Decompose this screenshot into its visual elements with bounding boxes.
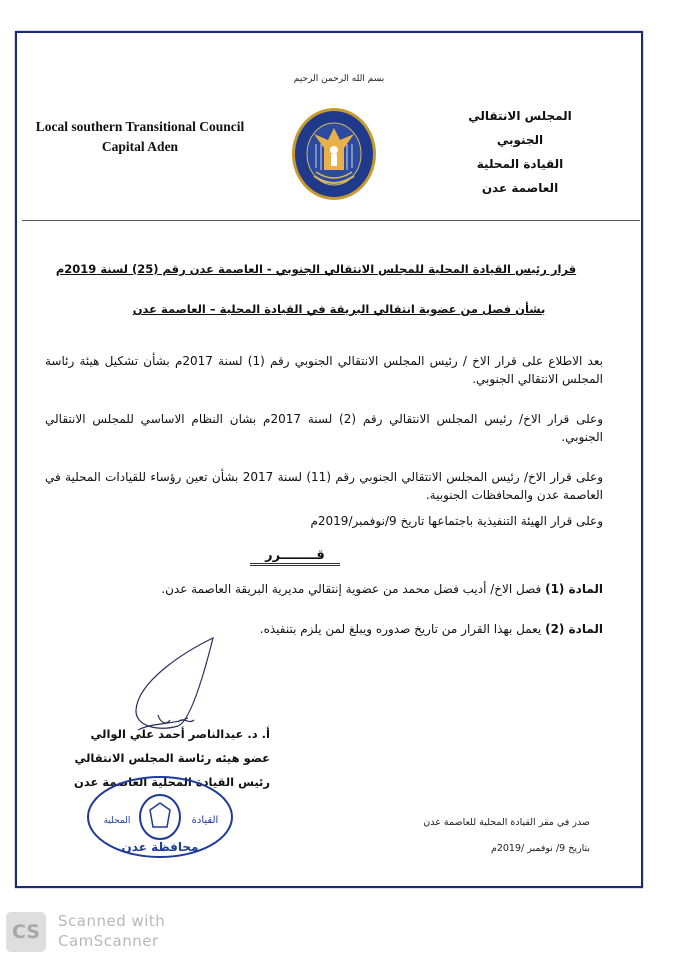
watermark-line-1: Scanned with (58, 912, 166, 930)
header-arabic-line-2: القيادة المحلية (476, 157, 564, 171)
stamp-bottom-text: محافظة عدن (121, 840, 199, 854)
header-english-line-2: Capital Aden (101, 139, 179, 154)
official-stamp-icon (85, 775, 235, 860)
signatory-role-1: عضو هيئه رئاسة المجلس الانتقالي (74, 751, 270, 765)
article-1 (60, 582, 603, 596)
decision-subject: بشأن فصل من عضوية انتقالي البريقة في القيادة المحلية – العاصمة عدن (132, 302, 546, 316)
watermark-line-2: CamScanner (58, 932, 159, 950)
signatory-role-2: رئيس القيادة المحلية العاصمة عدن (74, 775, 270, 789)
preamble-paragraph-1: بعد الاطلاع على قرار الاخ / رئيس المجلس الانتقالي الجنوبي رقم (1) لسنة 2017م بشأن تشكيل هيئة رئاسة المجلس الانتقالي الجنوبي. (45, 354, 603, 386)
preamble-paragraph-3: وعلى قرار الاخ/ رئيس المجلس الانتقالي الجنوبي رقم (11) لسنة 2017 بشأن تعين رؤساء للقيادات المحلية في العاصمة عدن والمحافظات الجنوبية. (45, 470, 603, 502)
header-arabic-line-1: المجلس الانتقالي الجنوبي (468, 109, 572, 147)
decision-heading: قــــــــرر (250, 548, 340, 566)
basmala: بسم الله الرحمن الرحيم (293, 74, 385, 84)
article-1-label: المادة (1) (545, 582, 603, 596)
header-arabic-line-3: العاصمة عدن (481, 181, 559, 195)
issued-date: بتاريخ 9/ نوفمبر /2019م (490, 843, 590, 854)
header-arabic (450, 104, 590, 200)
header-english-line-1: Local southern Transitional Council (35, 119, 245, 134)
preamble-paragraph-2: وعلى قرار الاخ/ رئيس المجلس الانتقالي رقم (2) لسنة 2017م بشان النظام الاساسي للمجلس الانتقالي الجنوبي. (45, 412, 604, 444)
header-divider (22, 220, 640, 221)
header-english (30, 117, 250, 157)
issued-block (400, 810, 590, 862)
preamble-paragraph-4: وعلى قرار الهيئة التنفيذية باجتماعها تاريخ 9/نوفمبر/2019م (310, 514, 603, 528)
issued-place: صدر في مقر القيادة المحلية للعاصمة عدن (423, 817, 590, 828)
camscanner-logo-icon: CS (6, 912, 46, 952)
stamp-left-text: المحلية (103, 816, 131, 826)
stamp-right-text: القيادة (191, 815, 219, 826)
decision-title: قرار رئيس القيادة المحلية للمجلس الانتقالي الجنوبي - العاصمة عدن رقم (25) لسنة 2019م (55, 262, 577, 276)
camscanner-watermark (58, 911, 165, 951)
signatory-name: أ. د. عبدالناصر أحمد علي الوالي (90, 727, 270, 741)
article-1-text: فصل الاخ/ أديب فضل محمد من عضوية إنتقالي مديرية البريقة العاصمة عدن. (161, 582, 546, 596)
article-2-text: يعمل بهذا القرار من تاريخ صدوره ويبلغ لمن يلزم بتنفيذه. (259, 622, 546, 636)
article-2-label: المادة (2) (545, 622, 603, 636)
council-emblem-icon (290, 106, 378, 202)
